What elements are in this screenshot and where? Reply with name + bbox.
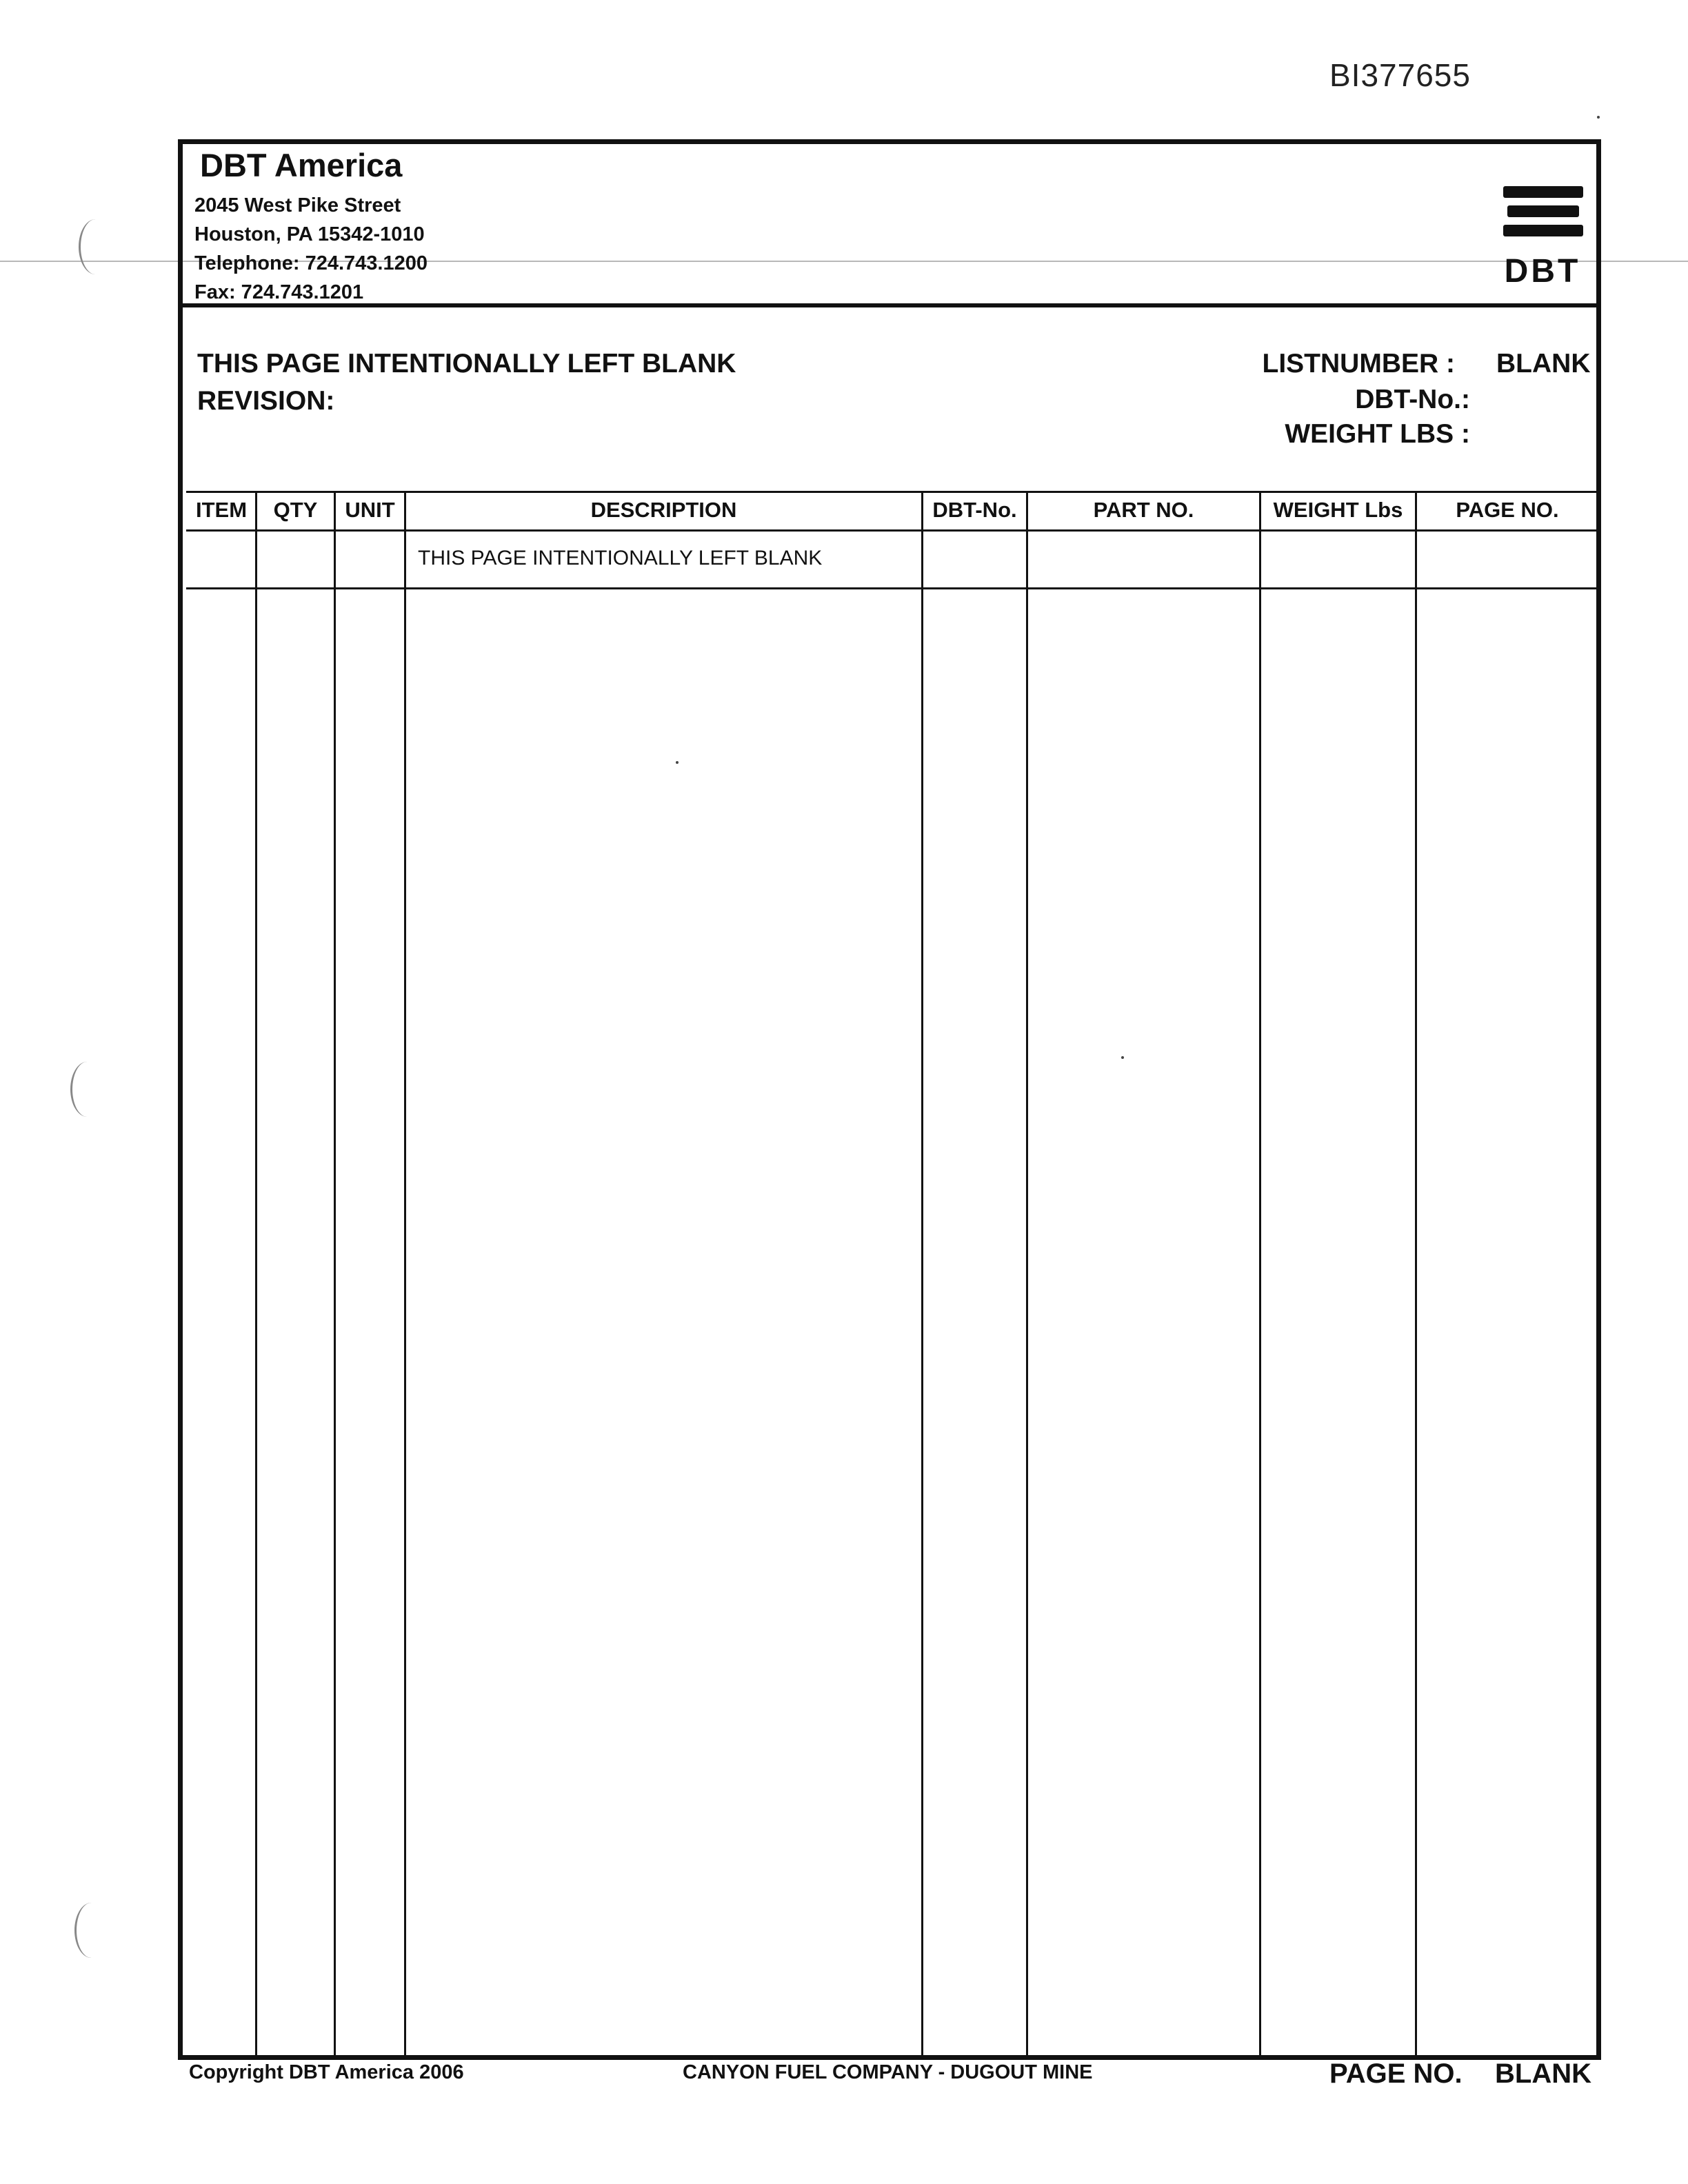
table-header-rule	[186, 529, 1600, 532]
header-divider	[182, 303, 1597, 307]
dbt-logo	[1498, 172, 1587, 290]
listnumber-value: BLANK	[1496, 349, 1591, 378]
column-divider	[1259, 491, 1261, 2056]
page-title: THIS PAGE INTENTIONALLY LEFT BLANK	[197, 349, 736, 378]
revision-label: REVISION:	[197, 386, 335, 416]
binder-hole-mark	[74, 1903, 108, 1958]
col-header-unit: UNIT	[345, 498, 395, 522]
telephone: Telephone: 724.743.1200	[194, 252, 428, 274]
address-line-1: 2045 West Pike Street	[194, 194, 401, 216]
logo-text: DBT	[1504, 253, 1581, 290]
column-divider	[1415, 491, 1417, 2056]
scan-speck	[1597, 116, 1600, 119]
footer-page-label: PAGE NO.	[1329, 2059, 1463, 2089]
binder-hole-mark	[70, 1062, 104, 1117]
logo-stripe	[1507, 205, 1579, 217]
document-id: BI377655	[1329, 57, 1471, 93]
column-divider	[334, 491, 336, 2056]
logo-stripe	[1503, 225, 1583, 236]
logo-stripe	[1503, 186, 1583, 198]
footer-page-value: BLANK	[1495, 2059, 1591, 2089]
binder-hole-mark	[79, 219, 112, 274]
address-line-2: Houston, PA 15342-1010	[194, 223, 425, 245]
col-header-page-no: PAGE NO.	[1456, 498, 1559, 522]
project-name: CANYON FUEL COMPANY - DUGOUT MINE	[683, 2061, 1093, 2083]
table-top-rule	[186, 491, 1600, 493]
col-header-part-no: PART NO.	[1093, 498, 1194, 522]
company-name: DBT America	[200, 147, 403, 183]
fax: Fax: 724.743.1201	[194, 281, 364, 303]
col-header-weight: WEIGHT Lbs	[1273, 498, 1403, 522]
col-header-dbt-no: DBT-No.	[932, 498, 1017, 522]
table-row-rule	[186, 587, 1600, 589]
column-divider	[404, 491, 406, 2056]
column-divider	[1026, 491, 1028, 2056]
dbt-no-label: DBT-No.:	[1355, 385, 1470, 414]
column-divider	[921, 491, 923, 2056]
col-header-description: DESCRIPTION	[590, 498, 737, 522]
weight-label: WEIGHT LBS :	[1285, 419, 1470, 449]
col-header-item: ITEM	[195, 498, 248, 522]
column-divider	[255, 491, 257, 2056]
copyright: Copyright DBT America 2006	[189, 2061, 464, 2083]
col-header-qty: QTY	[273, 498, 318, 522]
listnumber-label: LISTNUMBER :	[1262, 349, 1455, 378]
table-row-description: THIS PAGE INTENTIONALLY LEFT BLANK	[418, 547, 823, 569]
